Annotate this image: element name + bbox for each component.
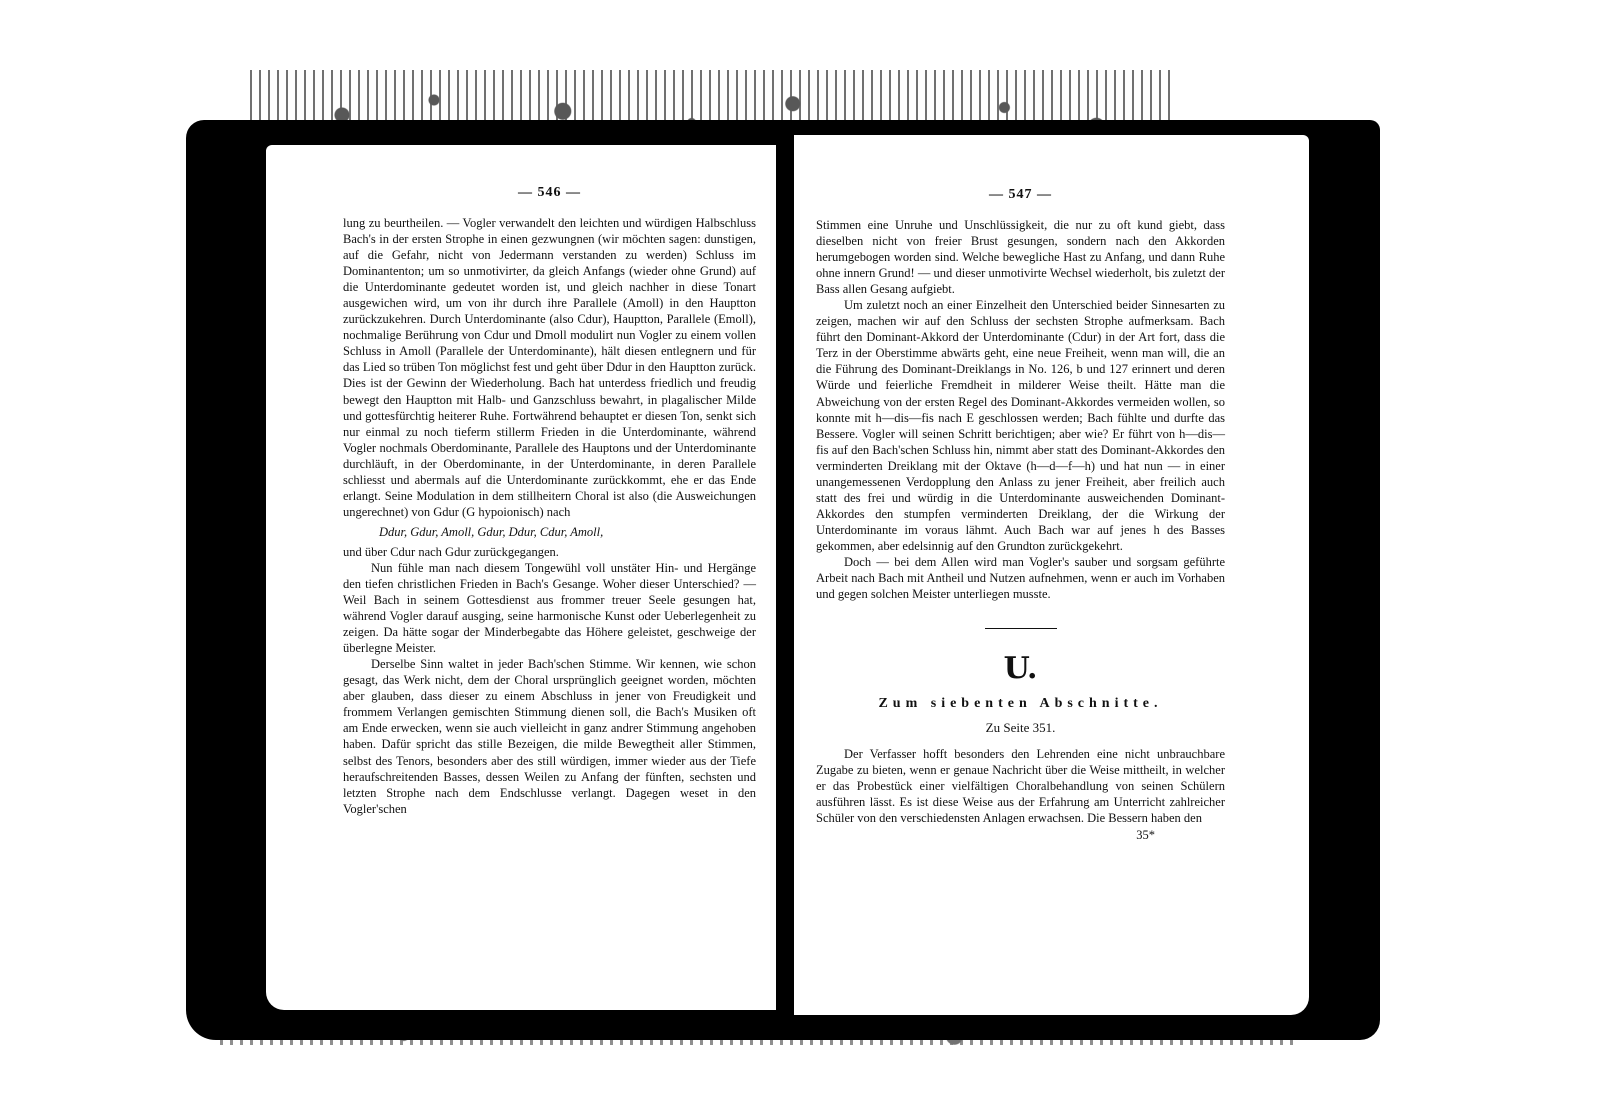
right-page [794,135,1309,1015]
left-paragraph-1: lung zu beurtheilen. — Vogler verwandelt den leichten und würdigen Halbschluss Bach's in der ersten Strophe in einen gezwungnen (wir möchten sagen: dunstigen, auf die Gefahr, nicht von Jedermann verstanden zu werden) Schluss im Dominantenton; um so unmotivirter, da gleich Anfangs (wieder ohne Grund) auf die Unterdominante gedeutet worden ist, und gleich nachher in diese Tonart ausgewichen wird, um von ihr durch ihre Parallele (Amoll) in den Hauptton zurückzukehren. Durch Unterdominante (also Cdur), Hauptton, Parallele (Emoll), nochmalige Berührung von Cdur und Dmoll modulirt nun Vogler zu einem vollen Schluss in Amoll (Parallele der Unterdominante), hält diesen entlegnern und für das Lied so trüben Ton möglichst fest und geht über Ddur in den Hauptton zurück. Dies ist der Gewinn der Wiederholung. Bach hat unterdess friedlich und freudig bewegt den Hauptton mit Halb- und Ganzschluss bewahrt, in plagalischer Milde und gottesfürchtig heiterer Ruhe. Fortwährend behauptet er diesen Ton, senkt sich nur einmal zu noch tieferm stillerm Frieden in die Unterdominante, während Vogler nochmals Oberdominante, Parallele des Hauptons und der Unterdominante durchläuft, in der Oberdominante, in der Unterdominante, in deren Parallele schliesst und abermals auf die Unterdominante zurückkommt, ehe er das Ende erlangt. Seine Modulation in dem stillheitern Choral ist also (die Ausweichungen ungerechnet) von Gdur (G hypoionisch) nach [343,216,756,519]
right-paragraph-3: Doch — bei dem Allen wird man Vogler's sauber und sorgsam geführte Arbeit nach Bach mit Antheil und Nutzen aufnehmen, wenn er auch im Vorhaben und gegen solchen Meister unterliegen musste. [816,554,1225,602]
modulation-line: Ddur, Gdur, Amoll, Gdur, Ddur, Cdur, Amoll, [379,524,604,539]
left-paragraph-4: Derselbe Sinn waltet in jeder Bach'schen Stimme. Wir kennen, wie schon gesagt, das Werk nicht, dem der Choral ursprünglich geeignet worden, möchten aber glauben, dass dieser zu einem Abschluss in jener von Freudigkeit und frommem Verlangen gemischten Stimmung dienen soll, die Bach's Musiken oft am Ende erwecken, wenn sie auch vielleicht in ganz andrer Stimmung angehoben haben. Dafür spricht das stille Bezeigen, die milde Bewegtheit aller Stimmen, selbst des Tenors, besonders aber des still würdigen, immer wieder aus der Tiefe heraufschreitenden Basses, dessen Weilen zu Anfang der fünften, sechsten und letzten Strophe nach dem Endschlusse verlangt. Dagegen weset in den Vogler'schen [343,657,756,816]
section-letter: U. [1003,651,1038,687]
page-number-left: — 546 — [518,185,581,200]
section-heading: Zum siebenten Abschnitte. [878,696,1163,712]
scan-noise-bottom [220,1010,1300,1045]
section-paragraph: Der Verfasser hofft besonders den Lehrenden eine nicht unbrauchbare Zugabe zu bieten, wenn er genaue Nachricht über die Weise mittheilt, in welcher er das Probestück einer vielfältigen Choralbehandlung von seinen Schülern ausführen lässt. Es ist diese Weise aus der Erfahrung am Unterricht zahlreicher Schüler von den verschiedensten Anlagen erwachsen. Die Bessern haben den [816,747,1225,826]
page-number-right: — 547 — [989,187,1052,202]
right-paragraph-2: Um zuletzt noch an einer Einzelheit den Unterschied beider Sinnesarten zu zeigen, machen wir auf den Schluss der sechsten Strophe aufmerksam. Bach führt den Dominant-Akkord der Unterdominante (Cdur) in der Art fort, dass die Terz in der Oberstimme abwärts geht, eine neue Freiheit, wenn man will, die an die Führung des Dominant-Dreiklangs in No. 126, b und 127 erinnert und deren Würde und feierliche Fremdheit in milderer Weise theilt. Hätte man die Abweichung von der ersten Regel des Dominant-Akkordes vermeiden wollen, so konnte mit h—dis—fis nach E geschlossen werden; Bach fühlte und durfte das Bessere. Vogler will seinen Schritt berichtigen; aber wie? Er führt von h—dis—fis auf den Bach'schen Schluss hin, nimmt aber statt des Dominant-Akkordes den verminderten Dreiklang mit der Oktave (h—d—f—h) und hat nun — in einer unangemessenen Verdopplung den Anlass zu jener Freiheit, aber freilich auch statt des frei und würdig in die Unterdominante ausweichenden Dominant-Akkordes den stumpfen verminderten Dreiklang, der die Wirkung der Unterdominante im voraus lähmt. Auch Bach war auf jenes h des Basses gekommen, aber edelsinnig auf den Grundton zurückgekehrt. [816,298,1225,553]
signature-mark: 35* [1136,828,1155,843]
left-page [266,145,776,1010]
section-subheading: Zu Seite 351. [985,720,1056,736]
left-paragraph-2: und über Cdur nach Gdur zurückgegangen. [343,544,559,559]
left-paragraph-3: Nun fühle man nach diesem Tongewühl voll unstäter Hin- und Hergänge den tiefen christlichen Frieden in Bach's Gesange. Woher dieser Unterschied? — Weil Bach in seinem Gottesdienst aus frommer treuer Seele gesungen hat, während Vogler darauf ausging, seine harmonische Kunst oder Ueberlegenheit zu zeigen. Da hätte sogar der Minderbegabte das Höhere geleistet, geschweige der überlegne Meister. [343,560,756,656]
right-paragraph-1: Stimmen eine Unruhe und Unschlüssigkeit, die nur zu oft kund giebt, dass dieselben nicht von freier Brust gesungen, sondern nach den Akkorden herumgebogen worden sind. Welche bewegliche Hast zu Anfang, und dann Ruhe ohne innern Grund! — und dieser unmotivirte Wechsel wiederholt, bis zuletzt der Bass allen Gesang aufgiebt. [816,218,1225,297]
section-divider [985,628,1057,629]
